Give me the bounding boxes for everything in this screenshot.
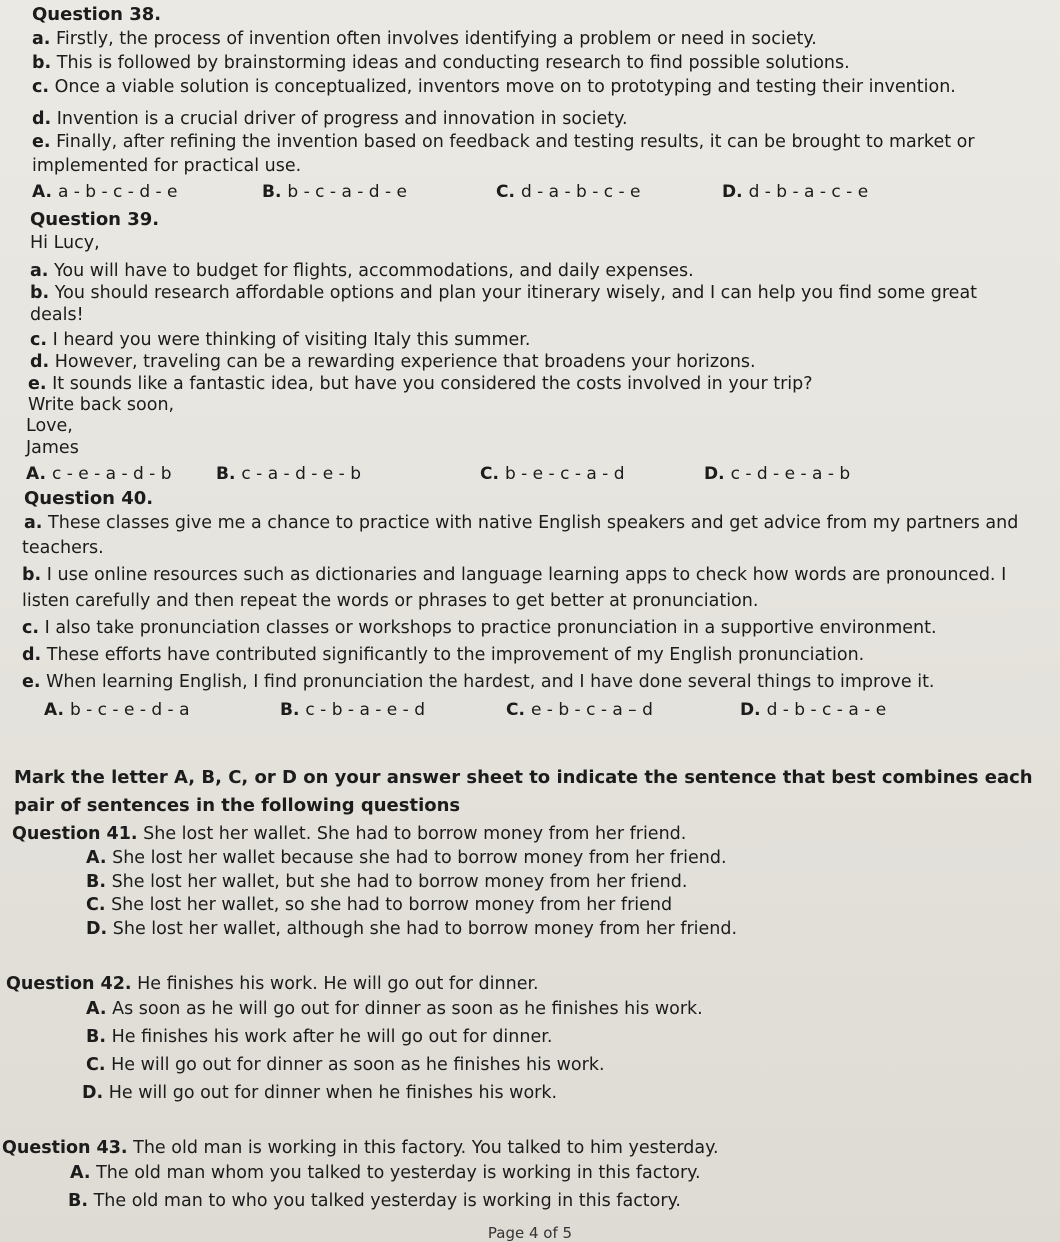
q38-item-c: c. Once a viable solution is conceptualized, inventors move on to prototyping and testing their invention.	[32, 77, 956, 97]
q39-item-b: b. You should research affordable options and plan your itinerary wisely, and I can help you find some great	[30, 283, 978, 303]
q38-option-d[interactable]: D. d - b - a - c - e	[722, 182, 869, 202]
q38-item-d: d. Invention is a crucial driver of progress and innovation in society.	[32, 109, 628, 129]
q41-option-a[interactable]: A. She lost her wallet because she had to borrow money from her friend.	[86, 848, 727, 868]
q40-item-b: b. I use online resources such as dictionaries and language learning apps to check how words are pronounced. I	[22, 565, 1007, 585]
q38-option-c[interactable]: C. d - a - b - c - e	[496, 182, 641, 202]
instruction-line-2: pair of sentences in the following questions	[14, 795, 461, 816]
q41-option-c[interactable]: C. She lost her wallet, so she had to borrow money from her friend	[86, 895, 673, 915]
q40-item-a-continuation: teachers.	[22, 538, 104, 558]
q42-option-c[interactable]: C. He will go out for dinner as soon as he finishes his work.	[86, 1055, 605, 1075]
q38-item-a: a. Firstly, the process of invention often involves identifying a problem or need in society.	[32, 29, 817, 49]
page-number: Page 4 of 5	[487, 1224, 573, 1242]
q40-item-d: d. These efforts have contributed significantly to the improvement of my English pronunciation.	[22, 645, 865, 665]
q38-option-a[interactable]: A. a - b - c - d - e	[32, 182, 178, 202]
q39-title: Question 39.	[30, 209, 160, 230]
q41-option-b[interactable]: B. She lost her wallet, but she had to borrow money from her friend.	[86, 872, 688, 892]
q38-option-b[interactable]: B. b - c - a - d - e	[262, 182, 407, 202]
q41-option-d[interactable]: D. She lost her wallet, although she had to borrow money from her friend.	[86, 919, 738, 939]
q39-option-c[interactable]: C. b - e - c - a - d	[480, 464, 625, 484]
q40-option-a[interactable]: A. b - c - e - d - a	[44, 700, 190, 720]
q40-option-d[interactable]: D. d - b - c - a - e	[740, 700, 887, 720]
q40-item-c: c. I also take pronunciation classes or workshops to practice pronunciation in a supportive environment.	[22, 618, 937, 638]
q40-option-c[interactable]: C. e - b - c - a – d	[506, 700, 653, 720]
q39-greeting: Hi Lucy,	[30, 233, 100, 253]
q42-option-a[interactable]: A. As soon as he will go out for dinner as soon as he finishes his work.	[86, 999, 703, 1019]
q39-closing-2: Love,	[26, 416, 73, 436]
q40-item-b-continuation: listen carefully and then repeat the words or phrases to get better at pronunciation.	[22, 591, 759, 611]
q39-option-a[interactable]: A. c - e - a - d - b	[26, 464, 172, 484]
q40-title: Question 40.	[24, 488, 154, 509]
q39-signature: James	[26, 438, 79, 458]
q43-question: Question 43. The old man is working in this factory. You talked to him yesterday.	[2, 1138, 719, 1158]
q43-option-a[interactable]: A. The old man whom you talked to yesterday is working in this factory.	[70, 1163, 701, 1183]
q38-item-b: b. This is followed by brainstorming ideas and conducting research to find possible solutions.	[32, 53, 850, 73]
q39-option-d[interactable]: D. c - d - e - a - b	[704, 464, 851, 484]
q39-closing-1: Write back soon,	[28, 395, 175, 415]
q38-item-e-continuation: implemented for practical use.	[32, 156, 302, 176]
instruction-line-1: Mark the letter A, B, C, or D on your answer sheet to indicate the sentence that best combines each	[14, 767, 1033, 788]
q39-item-b-continuation: deals!	[30, 305, 84, 325]
q38-title: Question 38.	[32, 4, 162, 25]
q39-option-b[interactable]: B. c - a - d - e - b	[216, 464, 361, 484]
q39-item-c: c. I heard you were thinking of visiting Italy this summer.	[30, 330, 531, 350]
q42-question: Question 42. He finishes his work. He will go out for dinner.	[6, 974, 539, 994]
q43-option-b[interactable]: B. The old man to who you talked yesterday is working in this factory.	[68, 1191, 681, 1211]
q40-item-a: a. These classes give me a chance to practice with native English speakers and get advice from my partners and	[24, 513, 1019, 533]
q42-option-b[interactable]: B. He finishes his work after he will go out for dinner.	[86, 1027, 553, 1047]
q39-item-a: a. You will have to budget for flights, accommodations, and daily expenses.	[30, 261, 694, 281]
q42-option-d[interactable]: D. He will go out for dinner when he finishes his work.	[82, 1083, 558, 1103]
q40-item-e: e. When learning English, I find pronunciation the hardest, and I have done several things to improve it.	[22, 672, 935, 692]
q38-item-e: e. Finally, after refining the invention based on feedback and testing results, it can be brought to market or	[32, 132, 975, 152]
q40-option-b[interactable]: B. c - b - a - e - d	[280, 700, 425, 720]
q39-item-e: e. It sounds like a fantastic idea, but have you considered the costs involved in your trip?	[28, 374, 813, 394]
q39-item-d: d. However, traveling can be a rewarding experience that broadens your horizons.	[30, 352, 756, 372]
q41-question: Question 41. She lost her wallet. She had to borrow money from her friend.	[12, 824, 687, 844]
